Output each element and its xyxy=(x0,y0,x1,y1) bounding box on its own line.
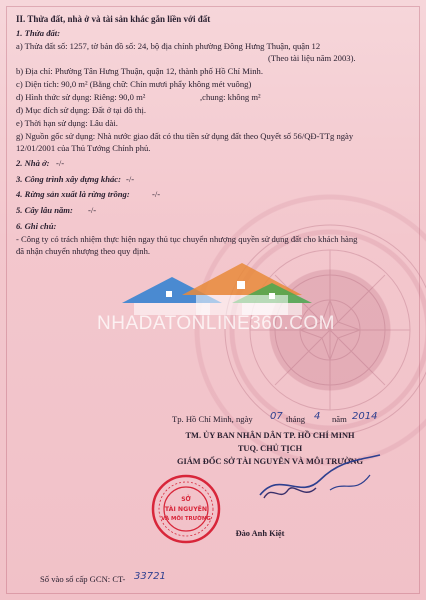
place-date-prefix: Tp. Hồ Chí Minh, ngày xyxy=(172,414,253,424)
note-line-2: đã nhận chuyển nhượng theo quy định. xyxy=(16,246,151,256)
signer-name: Đào Anh Kiệt xyxy=(235,529,285,538)
perennial-trees-label: 5. Cây lâu năm: xyxy=(16,205,73,215)
usage-purpose-line: đ) Mục đích sử dụng: Đất ở tại đô thị. xyxy=(16,105,146,115)
planted-forest-label: 4. Rừng sản xuất là rừng trồng: xyxy=(16,189,130,199)
usage-form-line: d) Hình thức sử dụng: Riêng: 90,0 m² xyxy=(16,92,146,102)
sign-month: 4 xyxy=(314,411,321,422)
authority-line-1: TM. ỦY BAN NHÂN DÂN TP. HỒ CHÍ MINH xyxy=(185,431,355,440)
handwritten-mark-icon xyxy=(260,480,320,504)
usage-term-line: e) Thời hạn sử dụng: Lâu dài. xyxy=(16,118,118,128)
registry-label: Số vào sổ cấp GCN: CT- xyxy=(40,574,126,584)
other-construction-value: -/- xyxy=(126,174,135,184)
note-line-1: - Công ty có trách nhiệm thực hiện ngay thủ tục chuyển nhượng quyền sử dụng đất cho khách hàng xyxy=(16,234,358,244)
notes-label: 6. Ghi chú: xyxy=(16,221,57,231)
registry-number: 33721 xyxy=(134,571,166,582)
origin-line: g) Nguồn gốc sử dụng: Nhà nước giao đất có thu tiền sử dụng đất theo Quyết số 56/QĐ-TTg ngày xyxy=(16,131,354,141)
area-line: c) Diện tích: 90,0 m² (Bằng chữ: Chín mươi phẩy không mét vuông) xyxy=(16,79,252,89)
parcel-source-year: (Theo tài liệu năm 2003). xyxy=(268,53,356,63)
watermark-text: NHADATONLINE360.COM xyxy=(97,313,335,334)
origin-line-2: 12/01/2001 của Thủ Tướng Chính phủ. xyxy=(16,143,151,153)
year-label: năm xyxy=(332,414,347,424)
sign-day: 07 xyxy=(270,411,283,422)
part1-title: 1. Thửa đất: xyxy=(16,28,61,38)
house-label: 2. Nhà ở: xyxy=(16,158,50,168)
stamp-text-mid: TÀI NGUYÊN xyxy=(164,506,208,513)
authority-line-2: TUQ. CHỦ TỊCH xyxy=(237,444,303,453)
house-logo-icon xyxy=(112,255,322,317)
stamp-text-bottom: VÀ MÔI TRƯỜNG xyxy=(161,516,211,522)
perennial-trees-value: -/- xyxy=(88,205,97,215)
planted-forest-value: -/- xyxy=(152,189,161,199)
month-label: tháng xyxy=(286,414,306,424)
section-title: II. Thửa đất, nhà ở và tài sản khác gắn liền với đất xyxy=(16,14,211,24)
house-value: -/- xyxy=(56,158,65,168)
other-construction-label: 3. Công trình xây dựng khác: xyxy=(16,174,121,184)
stamp-text-top: SỞ xyxy=(181,496,191,503)
authority-line-3: GIÁM ĐỐC SỞ TÀI NGUYÊN VÀ MÔI TRƯỜNG xyxy=(176,457,364,466)
parcel-line: a) Thửa đất số: 1257, tờ bản đồ số: 24, bộ địa chính phường Đông Hưng Thuận, quận 12 xyxy=(16,41,321,51)
usage-form-common: ,chung: không m² xyxy=(200,92,261,102)
sign-year: 2014 xyxy=(352,411,378,422)
address-line: b) Địa chỉ: Phường Tân Hưng Thuận, quận 12, thành phố Hồ Chí Minh. xyxy=(16,66,263,76)
